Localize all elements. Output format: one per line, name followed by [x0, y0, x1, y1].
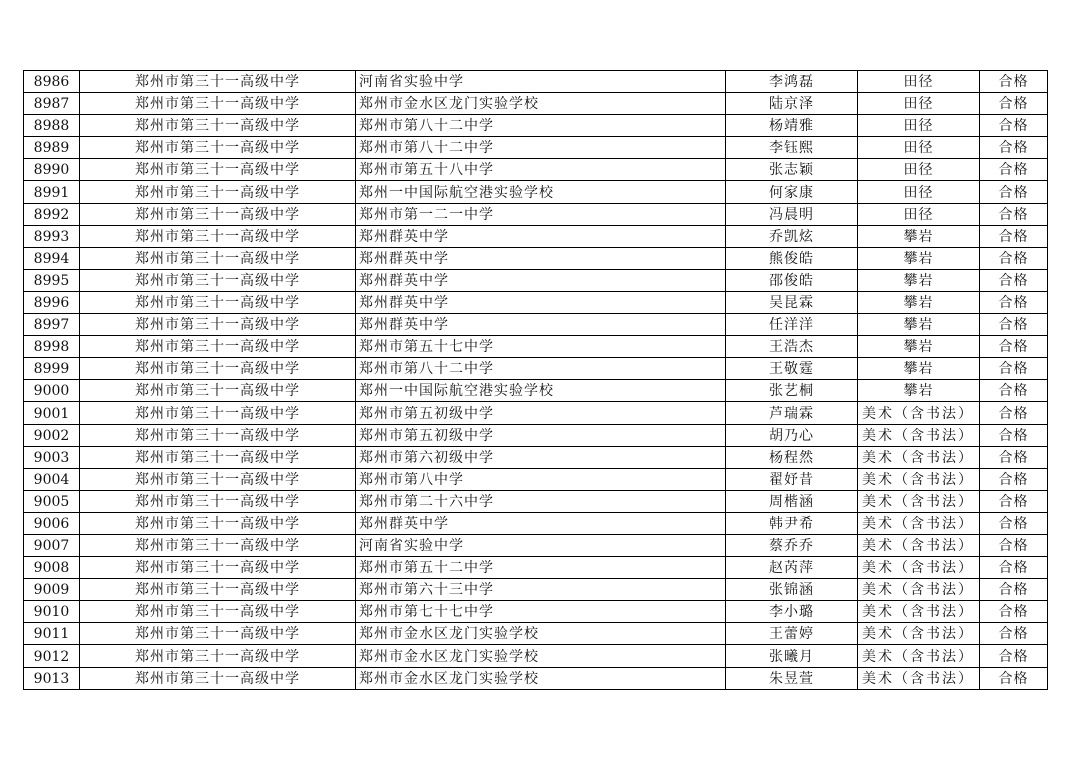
- test-item-cell: 美术（含书法）: [858, 601, 980, 623]
- target-school-cell: 郑州市第六十三中学: [356, 579, 726, 601]
- target-school-cell: 郑州一中国际航空港实验学校: [356, 181, 726, 203]
- student-name-cell: 乔凯炫: [726, 225, 858, 247]
- student-name-cell: 翟妤昔: [726, 468, 858, 490]
- current-school-cell: 郑州市第三十一高级中学: [80, 291, 356, 313]
- student-name-cell: 朱昱萱: [726, 667, 858, 689]
- result-cell: 合格: [980, 623, 1048, 645]
- current-school-cell: 郑州市第三十一高级中学: [80, 115, 356, 137]
- serial-number-cell: 8992: [24, 203, 80, 225]
- test-item-cell: 美术（含书法）: [858, 623, 980, 645]
- serial-number-cell: 9013: [24, 667, 80, 689]
- current-school-cell: 郑州市第三十一高级中学: [80, 314, 356, 336]
- test-item-cell: 美术（含书法）: [858, 490, 980, 512]
- student-name-cell: 王敬霆: [726, 358, 858, 380]
- serial-number-cell: 9008: [24, 557, 80, 579]
- result-cell: 合格: [980, 336, 1048, 358]
- result-cell: 合格: [980, 71, 1048, 93]
- serial-number-cell: 8989: [24, 137, 80, 159]
- table-row: [24, 225, 1048, 247]
- result-cell: 合格: [980, 579, 1048, 601]
- result-cell: 合格: [980, 424, 1048, 446]
- serial-number-cell: 8986: [24, 71, 80, 93]
- current-school-cell: 郑州市第三十一高级中学: [80, 137, 356, 159]
- test-item-cell: 田径: [858, 181, 980, 203]
- student-name-cell: 王浩杰: [726, 336, 858, 358]
- student-name-cell: 张志颖: [726, 159, 858, 181]
- target-school-cell: 郑州市第七十七中学: [356, 601, 726, 623]
- student-name-cell: 张锦涵: [726, 579, 858, 601]
- test-item-cell: 攀岩: [858, 380, 980, 402]
- current-school-cell: 郑州市第三十一高级中学: [80, 623, 356, 645]
- student-name-cell: 李鸿磊: [726, 71, 858, 93]
- result-cell: 合格: [980, 269, 1048, 291]
- student-name-cell: 胡乃心: [726, 424, 858, 446]
- student-name-cell: 李钰熙: [726, 137, 858, 159]
- serial-number-cell: 8994: [24, 247, 80, 269]
- test-item-cell: 攀岩: [858, 247, 980, 269]
- current-school-cell: 郑州市第三十一高级中学: [80, 601, 356, 623]
- target-school-cell: 郑州市第六初级中学: [356, 446, 726, 468]
- table-row: [24, 667, 1048, 689]
- serial-number-cell: 8987: [24, 93, 80, 115]
- result-cell: 合格: [980, 203, 1048, 225]
- test-item-cell: 田径: [858, 137, 980, 159]
- target-school-cell: 郑州市第五初级中学: [356, 424, 726, 446]
- student-name-cell: 李小璐: [726, 601, 858, 623]
- student-name-cell: 韩尹希: [726, 512, 858, 534]
- test-item-cell: 田径: [858, 159, 980, 181]
- serial-number-cell: 9006: [24, 512, 80, 534]
- table-row: [24, 490, 1048, 512]
- result-cell: 合格: [980, 225, 1048, 247]
- serial-number-cell: 8988: [24, 115, 80, 137]
- student-name-cell: 王蕾婷: [726, 623, 858, 645]
- result-cell: 合格: [980, 534, 1048, 556]
- student-name-cell: 任洋洋: [726, 314, 858, 336]
- target-school-cell: 郑州市金水区龙门实验学校: [356, 667, 726, 689]
- table-row: [24, 358, 1048, 380]
- test-item-cell: 美术（含书法）: [858, 534, 980, 556]
- result-cell: 合格: [980, 93, 1048, 115]
- serial-number-cell: 8997: [24, 314, 80, 336]
- table-row: [24, 468, 1048, 490]
- target-school-cell: 郑州市第八十二中学: [356, 115, 726, 137]
- current-school-cell: 郑州市第三十一高级中学: [80, 358, 356, 380]
- student-name-cell: 周楷涵: [726, 490, 858, 512]
- test-item-cell: 美术（含书法）: [858, 579, 980, 601]
- current-school-cell: 郑州市第三十一高级中学: [80, 667, 356, 689]
- table-row: [24, 314, 1048, 336]
- result-cell: 合格: [980, 314, 1048, 336]
- test-item-cell: 攀岩: [858, 314, 980, 336]
- current-school-cell: 郑州市第三十一高级中学: [80, 468, 356, 490]
- target-school-cell: 郑州市第八十二中学: [356, 358, 726, 380]
- results-table: [23, 70, 1048, 690]
- current-school-cell: 郑州市第三十一高级中学: [80, 203, 356, 225]
- result-cell: 合格: [980, 181, 1048, 203]
- table-row: [24, 601, 1048, 623]
- target-school-cell: 郑州群英中学: [356, 291, 726, 313]
- result-cell: 合格: [980, 601, 1048, 623]
- current-school-cell: 郑州市第三十一高级中学: [80, 446, 356, 468]
- serial-number-cell: 9011: [24, 623, 80, 645]
- table-row: [24, 645, 1048, 667]
- target-school-cell: 郑州市第五十七中学: [356, 336, 726, 358]
- table-row: [24, 203, 1048, 225]
- target-school-cell: 郑州市第二十六中学: [356, 490, 726, 512]
- result-cell: 合格: [980, 115, 1048, 137]
- result-cell: 合格: [980, 358, 1048, 380]
- table-row: [24, 380, 1048, 402]
- table-row: [24, 247, 1048, 269]
- current-school-cell: 郑州市第三十一高级中学: [80, 269, 356, 291]
- current-school-cell: 郑州市第三十一高级中学: [80, 402, 356, 424]
- student-name-cell: 芦瑞霖: [726, 402, 858, 424]
- target-school-cell: 郑州市第五十八中学: [356, 159, 726, 181]
- serial-number-cell: 9012: [24, 645, 80, 667]
- current-school-cell: 郑州市第三十一高级中学: [80, 512, 356, 534]
- test-item-cell: 攀岩: [858, 225, 980, 247]
- serial-number-cell: 8996: [24, 291, 80, 313]
- test-item-cell: 攀岩: [858, 269, 980, 291]
- test-item-cell: 田径: [858, 115, 980, 137]
- student-name-cell: 张曦月: [726, 645, 858, 667]
- current-school-cell: 郑州市第三十一高级中学: [80, 225, 356, 247]
- target-school-cell: 郑州市第八十二中学: [356, 137, 726, 159]
- current-school-cell: 郑州市第三十一高级中学: [80, 424, 356, 446]
- table-row: [24, 402, 1048, 424]
- student-name-cell: 冯晨明: [726, 203, 858, 225]
- student-name-cell: 张艺桐: [726, 380, 858, 402]
- serial-number-cell: 9002: [24, 424, 80, 446]
- test-item-cell: 美术（含书法）: [858, 557, 980, 579]
- table-row: [24, 93, 1048, 115]
- target-school-cell: 河南省实验中学: [356, 71, 726, 93]
- student-name-cell: 赵芮萍: [726, 557, 858, 579]
- current-school-cell: 郑州市第三十一高级中学: [80, 557, 356, 579]
- result-cell: 合格: [980, 557, 1048, 579]
- target-school-cell: 郑州群英中学: [356, 314, 726, 336]
- table-row: [24, 137, 1048, 159]
- student-name-cell: 杨程然: [726, 446, 858, 468]
- table-row: [24, 269, 1048, 291]
- serial-number-cell: 9000: [24, 380, 80, 402]
- serial-number-cell: 9009: [24, 579, 80, 601]
- table-row: [24, 579, 1048, 601]
- table-row: [24, 446, 1048, 468]
- current-school-cell: 郑州市第三十一高级中学: [80, 93, 356, 115]
- target-school-cell: 河南省实验中学: [356, 534, 726, 556]
- serial-number-cell: 8993: [24, 225, 80, 247]
- result-cell: 合格: [980, 446, 1048, 468]
- test-item-cell: 美术（含书法）: [858, 645, 980, 667]
- results-table-body: [24, 71, 1048, 690]
- current-school-cell: 郑州市第三十一高级中学: [80, 336, 356, 358]
- current-school-cell: 郑州市第三十一高级中学: [80, 247, 356, 269]
- serial-number-cell: 8991: [24, 181, 80, 203]
- target-school-cell: 郑州市金水区龙门实验学校: [356, 623, 726, 645]
- target-school-cell: 郑州市第五十二中学: [356, 557, 726, 579]
- current-school-cell: 郑州市第三十一高级中学: [80, 181, 356, 203]
- current-school-cell: 郑州市第三十一高级中学: [80, 380, 356, 402]
- current-school-cell: 郑州市第三十一高级中学: [80, 645, 356, 667]
- test-item-cell: 美术（含书法）: [858, 667, 980, 689]
- student-name-cell: 蔡乔乔: [726, 534, 858, 556]
- test-item-cell: 美术（含书法）: [858, 424, 980, 446]
- student-name-cell: 邵俊皓: [726, 269, 858, 291]
- test-item-cell: 田径: [858, 203, 980, 225]
- target-school-cell: 郑州群英中学: [356, 512, 726, 534]
- test-item-cell: 攀岩: [858, 358, 980, 380]
- target-school-cell: 郑州市金水区龙门实验学校: [356, 645, 726, 667]
- target-school-cell: 郑州市第一二一中学: [356, 203, 726, 225]
- table-row: [24, 424, 1048, 446]
- student-name-cell: 吴昆霖: [726, 291, 858, 313]
- test-item-cell: 田径: [858, 71, 980, 93]
- table-row: [24, 557, 1048, 579]
- student-name-cell: 杨靖雅: [726, 115, 858, 137]
- table-row: [24, 115, 1048, 137]
- serial-number-cell: 9001: [24, 402, 80, 424]
- result-cell: 合格: [980, 247, 1048, 269]
- target-school-cell: 郑州群英中学: [356, 247, 726, 269]
- serial-number-cell: 8999: [24, 358, 80, 380]
- current-school-cell: 郑州市第三十一高级中学: [80, 159, 356, 181]
- current-school-cell: 郑州市第三十一高级中学: [80, 71, 356, 93]
- test-item-cell: 美术（含书法）: [858, 402, 980, 424]
- result-cell: 合格: [980, 291, 1048, 313]
- result-cell: 合格: [980, 468, 1048, 490]
- table-row: [24, 71, 1048, 93]
- table-row: [24, 336, 1048, 358]
- result-cell: 合格: [980, 380, 1048, 402]
- result-cell: 合格: [980, 667, 1048, 689]
- result-cell: 合格: [980, 159, 1048, 181]
- target-school-cell: 郑州群英中学: [356, 225, 726, 247]
- serial-number-cell: 9007: [24, 534, 80, 556]
- target-school-cell: 郑州市第八中学: [356, 468, 726, 490]
- table-row: [24, 181, 1048, 203]
- result-cell: 合格: [980, 490, 1048, 512]
- test-item-cell: 田径: [858, 93, 980, 115]
- student-name-cell: 熊俊皓: [726, 247, 858, 269]
- current-school-cell: 郑州市第三十一高级中学: [80, 490, 356, 512]
- serial-number-cell: 8998: [24, 336, 80, 358]
- target-school-cell: 郑州市金水区龙门实验学校: [356, 93, 726, 115]
- serial-number-cell: 8990: [24, 159, 80, 181]
- serial-number-cell: 9010: [24, 601, 80, 623]
- result-cell: 合格: [980, 402, 1048, 424]
- test-item-cell: 美术（含书法）: [858, 468, 980, 490]
- serial-number-cell: 9005: [24, 490, 80, 512]
- serial-number-cell: 8995: [24, 269, 80, 291]
- test-item-cell: 美术（含书法）: [858, 512, 980, 534]
- target-school-cell: 郑州一中国际航空港实验学校: [356, 380, 726, 402]
- test-item-cell: 美术（含书法）: [858, 446, 980, 468]
- current-school-cell: 郑州市第三十一高级中学: [80, 579, 356, 601]
- table-row: [24, 623, 1048, 645]
- table-row: [24, 291, 1048, 313]
- result-cell: 合格: [980, 512, 1048, 534]
- serial-number-cell: 9004: [24, 468, 80, 490]
- result-cell: 合格: [980, 137, 1048, 159]
- test-item-cell: 攀岩: [858, 336, 980, 358]
- student-name-cell: 陆京泽: [726, 93, 858, 115]
- test-item-cell: 攀岩: [858, 291, 980, 313]
- result-cell: 合格: [980, 645, 1048, 667]
- student-name-cell: 何家康: [726, 181, 858, 203]
- target-school-cell: 郑州市第五初级中学: [356, 402, 726, 424]
- current-school-cell: 郑州市第三十一高级中学: [80, 534, 356, 556]
- table-row: [24, 534, 1048, 556]
- table-row: [24, 512, 1048, 534]
- serial-number-cell: 9003: [24, 446, 80, 468]
- table-row: [24, 159, 1048, 181]
- target-school-cell: 郑州群英中学: [356, 269, 726, 291]
